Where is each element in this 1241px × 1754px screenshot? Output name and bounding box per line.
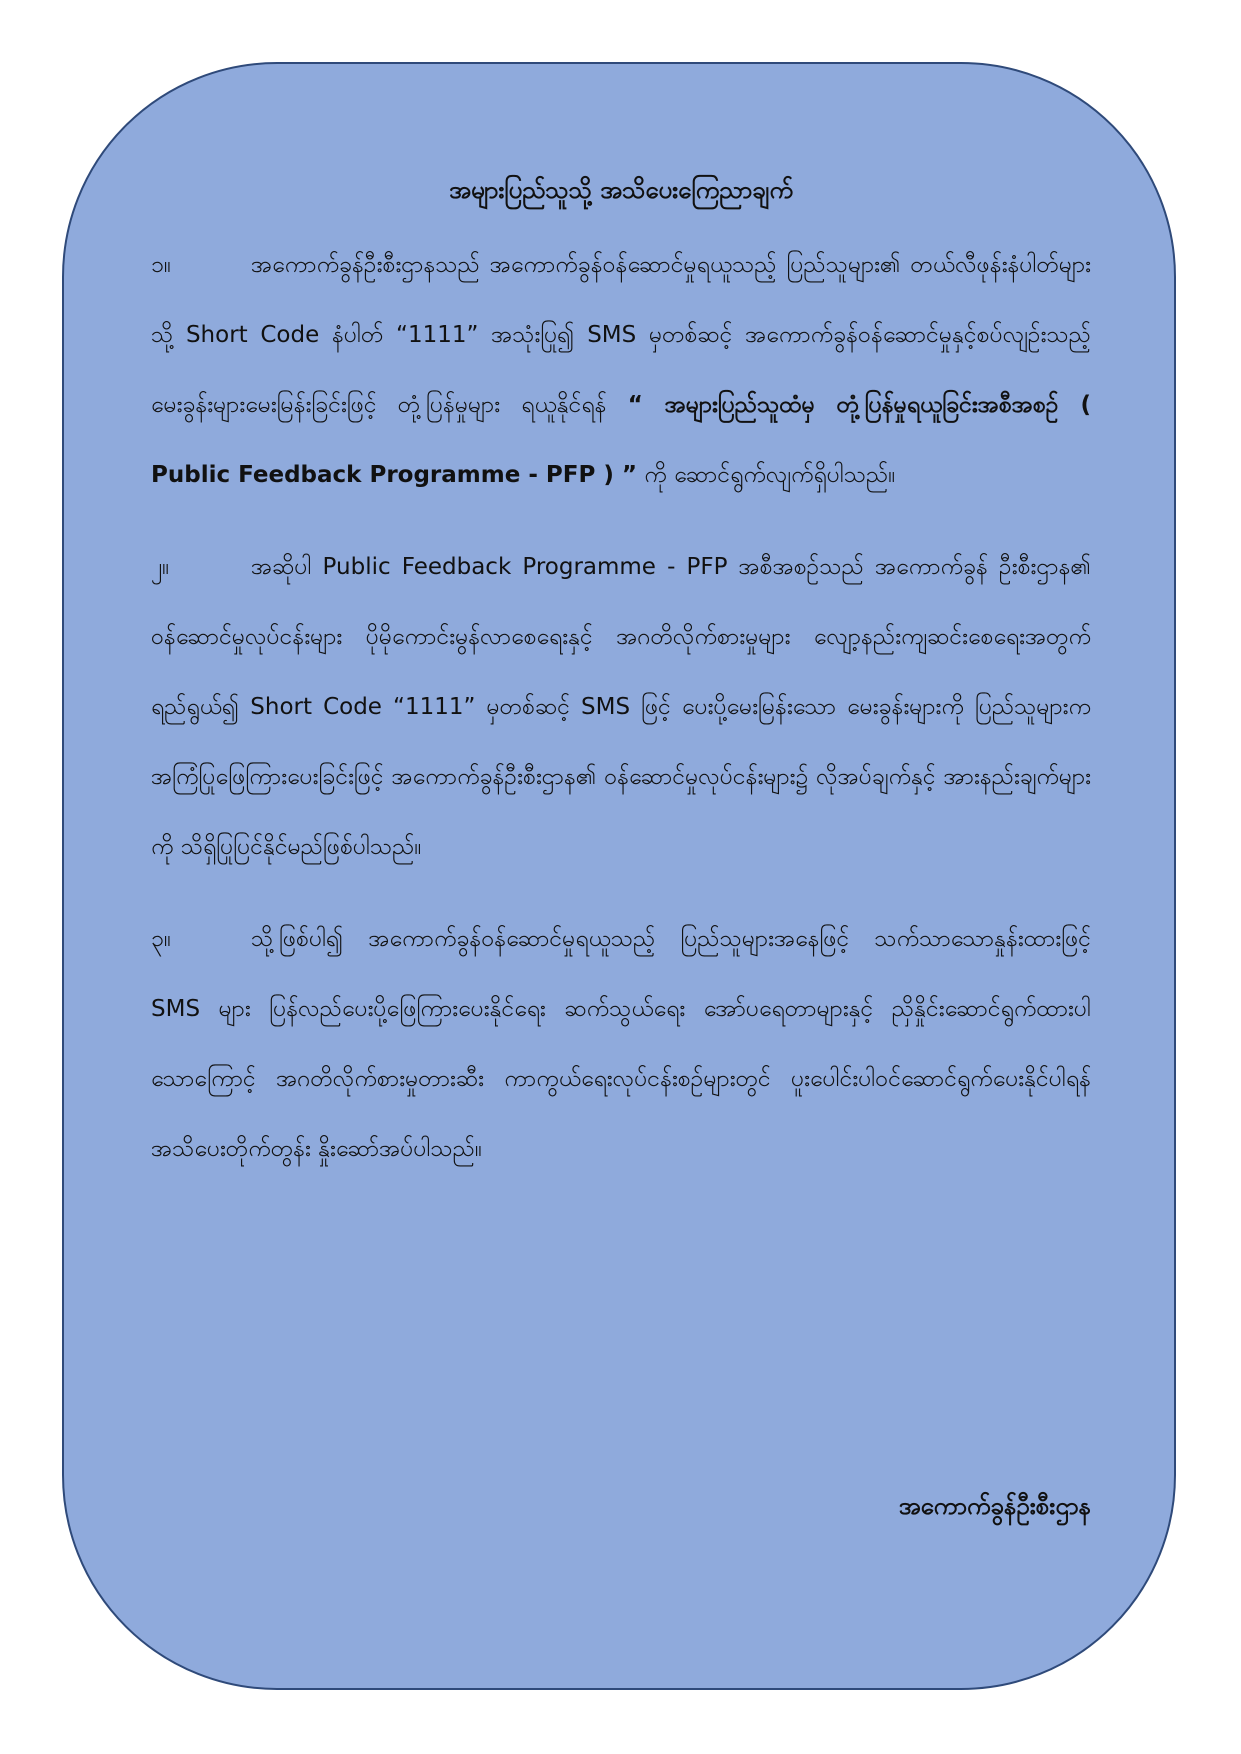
paragraph-number: ၂။ (151, 554, 170, 580)
paragraph-1 (151, 230, 1091, 510)
signature: အကောက်ခွန်ဦးစီးဌာန (898, 1492, 1091, 1520)
paragraph-3-text: သို့ဖြစ်ပါ၍ အကောက်ခွန်ဝန်ဆောင်မှုရယူသည့် ပြည်သူများအနေဖြင့် သက်သာသောနှုန်းထားဖြင့် SMS များ ပြန်လည်ပေးပို့ဖြေကြားပေးနိုင်ရေး ဆက်သွယ်ရေး အော်ပရေတာများနှင့် ညှိနှိုင်းဆောင်ရွက်ထားပါသောကြောင့် အဂတိလိုက်စားမှုတားဆီး ကာကွယ်ရေးလုပ်ငန်းစဉ်များတွင် ပူးပေါင်းပါဝင်ဆောင်ရွက်ပေးနိုင်ပါရန် အသိပေးတိုက်တွန်း နှိုးဆော်အပ်ပါသည်။ (151, 926, 1091, 1162)
notice-content (151, 160, 1091, 1206)
paragraph-1-text-b: ကို ဆောင်ရွက်လျက်ရှိပါသည်။ (644, 462, 896, 488)
paragraph-1-text-a: အကောက်ခွန်ဦးစီးဌာနသည် အကောက်ခွန်ဝန်ဆောင်မှုရယူသည့် ပြည်သူများ၏ တယ်လီဖုန်းနံပါတ်များသို့ Short Code နံပါတ် “1111” အသုံးပြု၍ SMS မှတစ်ဆင့် အကောက်ခွန်ဝန်ဆောင်မှုနှင့်စပ်လျဉ်းသည့် မေးခွန်းများမေးမြန်းခြင်းဖြင့် တုံ့ပြန်မှုများ ရယူနိုင်ရန် (151, 252, 1091, 418)
paragraph-3 (151, 904, 1091, 1184)
notice-title: အများပြည်သူသို့ အသိပေးကြေညာချက် (448, 176, 794, 204)
paragraph-number: ၁။ (151, 252, 171, 278)
paragraph-2-text: အဆိုပါ Public Feedback Programme - PFP အစီအစဉ်သည် အကောက်ခွန် ဦးစီးဌာန၏ ဝန်ဆောင်မှုလုပ်ငန်းများ ပိုမိုကောင်းမွန်လာစေရေးနှင့် အဂတိလိုက်စားမှုများ လျော့နည်းကျဆင်းစေရေးအတွက် ရည်ရွယ်၍ Short Code “1111” မှတစ်ဆင့် SMS ဖြင့် ပေးပို့မေးမြန်းသော မေးခွန်းများကို ပြည်သူများက အကြံပြုဖြေကြားပေးခြင်းဖြင့် အကောက်ခွန်ဦးစီးဌာန၏ ဝန်ဆောင်မှုလုပ်ငန်းများ၌ လိုအပ်ချက်နှင့် အားနည်းချက်များကို သိရှိပြုပြင်နိုင်မည်ဖြစ်ပါသည်။ (151, 554, 1091, 860)
paragraph-2 (151, 532, 1091, 882)
programme-name: “ အများပြည်သူထံမှ တုံ့ပြန်မှုရယူခြင်းအစီအစဉ် ( Public Feedback Programme - PFP ) ” (151, 392, 1091, 488)
paragraph-number: ၃။ (151, 926, 171, 952)
